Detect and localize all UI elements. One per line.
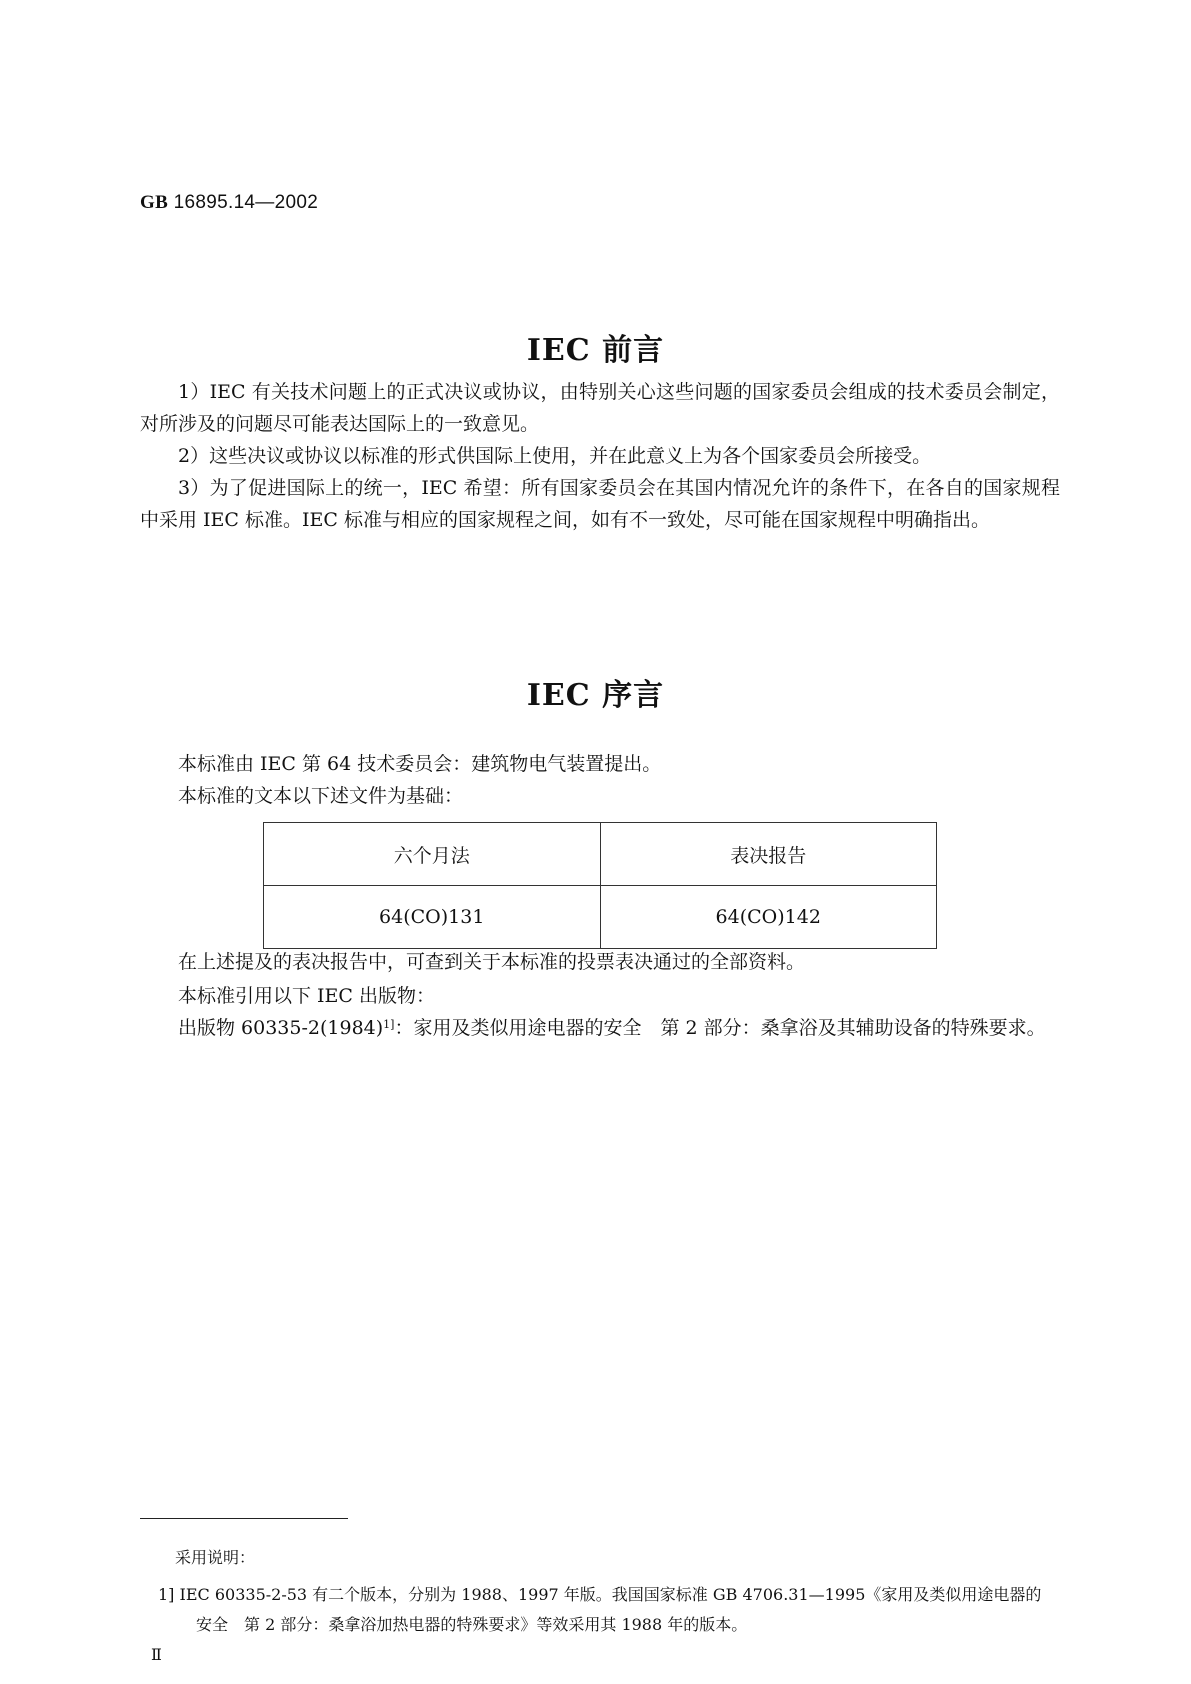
- table-row: [264, 886, 937, 949]
- table-header-voting-report: 表决报告: [600, 823, 937, 886]
- table-cell-six-month: 64(CO)131: [264, 886, 601, 949]
- table-header-row: [264, 823, 937, 886]
- foreword-item-3: 3）为了促进国际上的统一，IEC 希望：所有国家委员会在其国内情况允许的条件下，在各自的国家规程中采用 IEC 标准。IEC 标准与相应的国家规程之间，如有不一致处，尽可能在国家规程中明确指出。: [140, 477, 1060, 531]
- footnote-title: 采用说明：: [175, 1548, 256, 1567]
- standard-code: 16895.14—2002: [173, 192, 319, 213]
- page-number: Ⅱ: [151, 1645, 162, 1664]
- standard-number: [140, 192, 318, 214]
- preface-line-4: 本标准引用以下 IEC 出版物：: [178, 985, 435, 1007]
- footnote-text-line-2: 安全 第 2 部分：桑拿浴加热电器的特殊要求》等效采用其 1988 年的版本。: [196, 1615, 748, 1634]
- publication-prefix: 出版物 60335-2(1984): [178, 1017, 384, 1039]
- preface-line-3: 在上述提及的表决报告中，可查到关于本标准的投票表决通过的全部资料。: [178, 951, 806, 973]
- standard-prefix: GB: [140, 192, 169, 213]
- preface-line-1: 本标准由 IEC 第 64 技术委员会：建筑物电气装置提出。: [178, 753, 662, 775]
- publication-title: ：家用及类似用途电器的安全 第 2 部分：桑拿浴及其辅助设备的特殊要求。: [394, 1017, 1046, 1039]
- table-cell-voting-report: 64(CO)142: [600, 886, 937, 949]
- publication-reference: [140, 1012, 1060, 1044]
- footnote-marker-ref: 1]: [383, 1018, 395, 1031]
- footnote-text-line-1: IEC 60335-2-53 有二个版本，分别为 1988、1997 年版。我国国家标准 GB 4706.31—1995《家用及类似用途电器的: [179, 1585, 1042, 1604]
- preface-title: IEC 序言: [526, 678, 665, 713]
- basis-document-table: [263, 822, 937, 949]
- foreword-title: IEC 前言: [526, 333, 665, 368]
- preface-line-2: 本标准的文本以下述文件为基础：: [178, 785, 464, 807]
- footnote-marker: 1]: [158, 1585, 175, 1604]
- table-header-six-month: 六个月法: [264, 823, 601, 886]
- footnote-divider: [140, 1518, 348, 1519]
- foreword-item-2: 2）这些决议或协议以标准的形式供国际上使用，并在此意义上为各个国家委员会所接受。: [178, 445, 932, 467]
- foreword-item-1: 1）IEC 有关技术问题上的正式决议或协议，由特别关心这些问题的国家委员会组成的技术委员会制定，对所涉及的问题尽可能表达国际上的一致意见。: [140, 381, 1060, 435]
- footnote-note: [158, 1580, 1068, 1640]
